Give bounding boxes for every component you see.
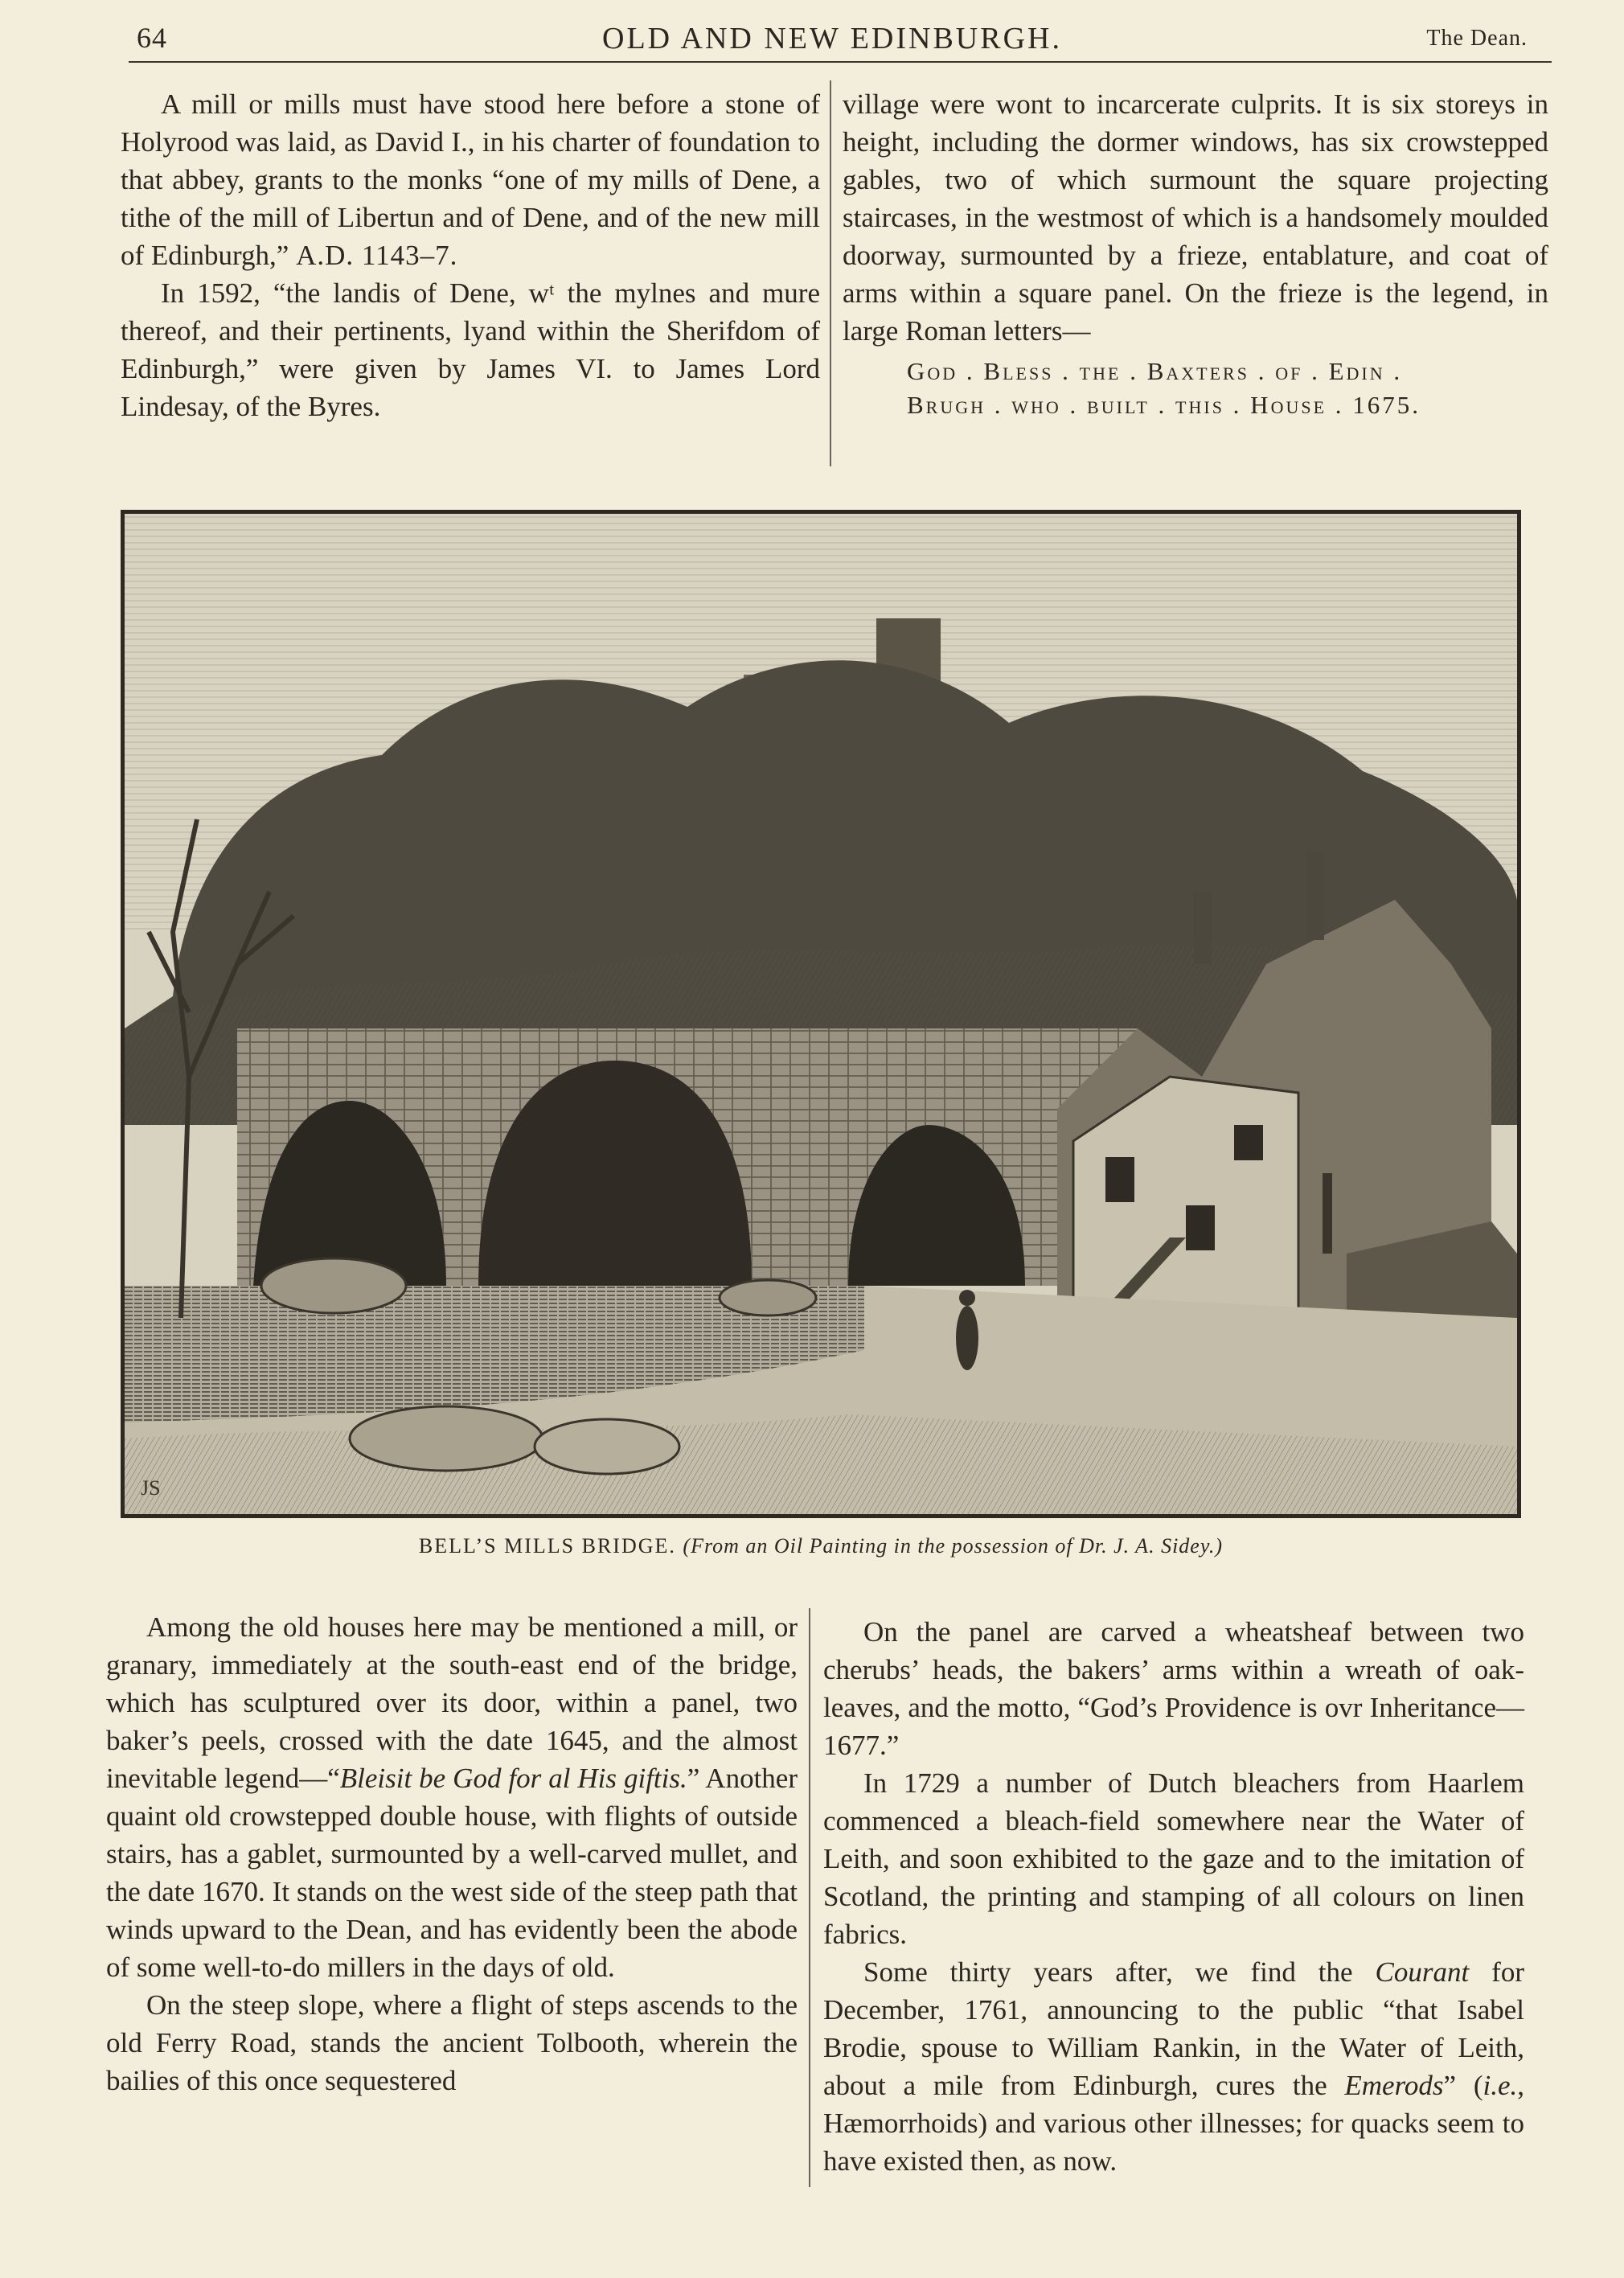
paragraph: On the steep slope, where a flight of steps ascends to the old Ferry Road, stands the ancient Tolbooth, wherein the bailies of this once sequestered [106, 1989, 798, 2096]
date-abbrev: A.D. 1143–7. [296, 240, 458, 271]
bells-mills-bridge-engraving [125, 514, 1517, 1514]
paragraph: In 1592, “the landis of Dene, wᵗ the mylnes and mure thereof, and their pertinents, lyand within the Sherifdom of Edinburgh,” were given by James VI. to James Lord Lindesay, of the Byres. [121, 277, 820, 422]
top-right-column [843, 85, 1548, 422]
header-rule [129, 61, 1552, 63]
paragraph: Among the old houses here may be mentioned a mill, or granary, immediately at the south-east end of the bridge, which has sculptured over its door, within a panel, two baker’s peels, crossed with the date 1645, and the almost inevitable legend—“Bleisit be God for al His giftis.” Another quaint old crowstepped double house, with flights of outside stairs, has a gablet, surmounted by a well-carved mullet, and the date 1670. It stands on the west side of the steep path that winds upward to the Dean, and has evidently been the abode of some well-to-do millers in the days of old. [106, 1611, 798, 1983]
figure-caption [121, 1534, 1521, 1558]
page-number: 64 [137, 22, 167, 54]
bottom-right-column [823, 1613, 1524, 2180]
italic-text: Emerods [1344, 2070, 1444, 2101]
column-divider [809, 1608, 810, 2187]
italic-text: i.e. [1483, 2070, 1518, 2101]
column-divider [830, 80, 831, 466]
paragraph: Some thirty years after, we find the Courant for December, 1761, announcing to the public “that Isabel Brodie, spouse to William Rankin, in the Water of Leith, about a mile from Edinburgh, cures the Emerods” (i.e., Hæmorrhoids) and various other illnesses; for quacks seem to have existed then, as now. [823, 1956, 1524, 2177]
caption-title: BELL’S MILLS BRIDGE. [418, 1534, 676, 1558]
legend-line: Brugh . who . built . this . House . 1675. [907, 391, 1421, 419]
italic-text: Courant [1375, 1956, 1470, 1988]
italic-legend: Bleisit be God for al His giftis. [339, 1763, 687, 1794]
engraver-monogram: JS [141, 1476, 161, 1500]
legend-line: God . Bless . the . Baxters . of . Edin . [907, 357, 1403, 385]
paragraph: On the panel are carved a wheatsheaf between two cherubs’ heads, the bakers’ arms within a wreath of oak-leaves, and the motto, “God’s Providence is ovr Inheritance—1677.” [823, 1616, 1524, 1761]
caption-source: (From an Oil Painting in the possession of Dr. J. A. Sidey.) [683, 1534, 1224, 1558]
engraving-illustration [121, 510, 1521, 1518]
paragraph: A mill or mills must have stood here before a stone of Holyrood was laid, as David I., in his charter of foundation to that abbey, grants to the monks “one of my mills of Dene, a tithe of the mill of Libertun and of Dene, and of the new mill of Edinburgh,” A.D. 1143–7. [121, 88, 820, 271]
running-header [137, 14, 1528, 61]
paragraph: In 1729 a number of Dutch bleachers from Haarlem commenced a bleach-field somewhere near the Water of Leith, and soon exhibited to the gaze and to the imitation of Scotland, the printing and stamping of all colours on linen fabrics. [823, 1767, 1524, 1950]
paragraph: village were wont to incarcerate culprits. It is six storeys in height, including the dormer windows, has six crowstepped gables, two of which surmount the square projecting staircases, in the westmost of which is a handsomely moulded doorway, surmounted by a frieze, entablature, and coat of arms within a square panel. On the frieze is the legend, in large Roman letters— [843, 88, 1548, 347]
top-left-column [121, 85, 820, 425]
bottom-left-column [106, 1608, 798, 2099]
frieze-legend [843, 355, 1548, 422]
section-label: The Dean. [1426, 26, 1528, 51]
running-title: OLD AND NEW EDINBURGH. [602, 22, 1062, 55]
